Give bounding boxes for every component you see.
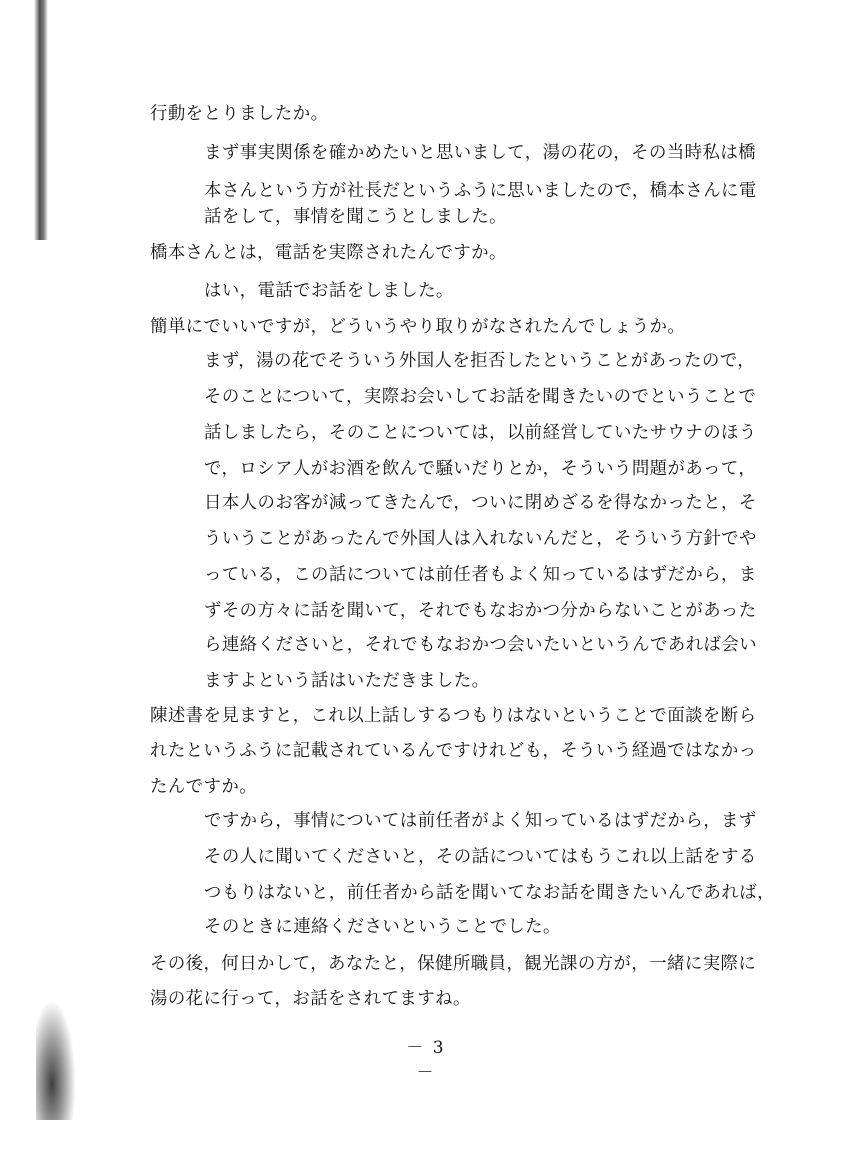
answer-line: ですから，事情については前任者がよく知っているはずだから，まず bbox=[204, 811, 757, 831]
answer-line: 日本人のお客が減ってきたんで，ついに閉めざるを得なかったと，そ bbox=[204, 493, 757, 513]
answer-line: その人に聞いてくださいと，その話についてはもうこれ以上話をする bbox=[204, 847, 757, 867]
question-line: 陳述書を見ますと，これ以上話しするつもりはないということで面談を断ら bbox=[150, 706, 757, 726]
answer-line: まず事実関係を確かめたいと思いまして，湯の花の，その当時私は橋 bbox=[204, 143, 757, 163]
question-line: 行動をとりましたか。 bbox=[150, 104, 329, 124]
answer-line: はい，電話でお話をしました。 bbox=[204, 281, 454, 301]
question-line: れたというふうに記載されているんですけれども，そういう経過ではなかっ bbox=[150, 741, 757, 761]
answer-line: ずその方々に話を聞いて，それでもなおかつ分からないことがあった bbox=[204, 601, 757, 621]
question-line: 湯の花に行って，お話をされてますね。 bbox=[150, 989, 471, 1009]
question-line: その後，何日かして，あなたと，保健所職員，観光課の方が，一緒に実際に bbox=[150, 954, 757, 974]
scan-edge-shadow bbox=[34, 0, 48, 240]
answer-line: で，ロシア人がお酒を飲んで騒いだりとか，そういう問題があって， bbox=[204, 459, 757, 479]
question-line: 簡単にでいいですが，どういうやり取りがなされたんでしょうか。 bbox=[150, 317, 686, 337]
scan-corner-shadow bbox=[36, 1000, 76, 1120]
question-line: たんですか。 bbox=[150, 777, 258, 797]
question-line: 橋本さんとは，電話を実際されたんですか。 bbox=[150, 243, 507, 263]
answer-line: ますよという話はいただきました。 bbox=[204, 671, 490, 691]
answer-line: まず，湯の花でそういう外国人を拒否したということがあったので， bbox=[204, 351, 756, 371]
answer-line: つもりはないと，前任者から話を聞いてなお話を聞きたいんであれば， bbox=[204, 883, 775, 903]
answer-line: っている，この話については前任者もよく知っているはずだから，ま bbox=[204, 565, 757, 585]
answer-line: 話しましたら，そのことについては，以前経営していたサウナのほう bbox=[204, 423, 757, 443]
answer-line: そのときに連絡くださいということでした。 bbox=[204, 917, 561, 937]
answer-line: 話をして，事情を聞こうとしました。 bbox=[204, 207, 507, 227]
answer-line: ら連絡くださいと，それでもなおかつ会いたいというんであれば会い bbox=[204, 635, 758, 655]
page-number: － 3 － bbox=[406, 1038, 446, 1083]
answer-line: 本さんという方が社長だというふうに思いましたので，橋本さんに電 bbox=[204, 181, 757, 201]
answer-line: そのことについて，実際お会いしてお話を聞きたいのでということで bbox=[204, 387, 757, 407]
answer-line: ういうことがあったんで外国人は入れないんだと，そういう方針でや bbox=[204, 529, 757, 549]
